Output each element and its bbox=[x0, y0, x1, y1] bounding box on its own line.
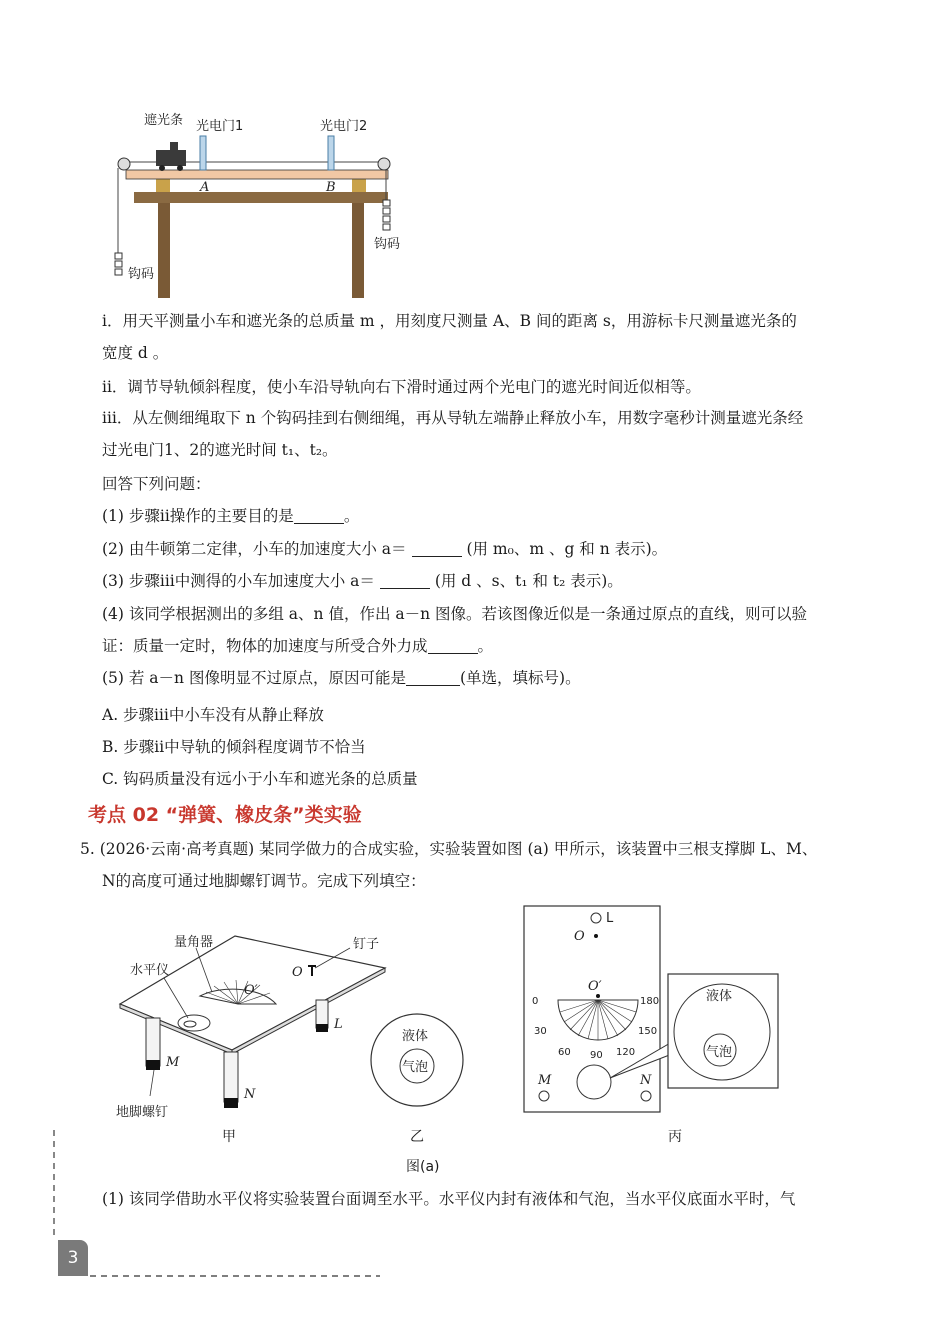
label-o-table: O bbox=[292, 965, 303, 980]
scale-150: 150 bbox=[638, 1026, 658, 1037]
question-2-text: (2) 由牛顿第二定律，小车的加速度大小 a＝ bbox=[102, 540, 407, 558]
question-4-line-a: (4) 该同学根据测出的多组 a、n 值，作出 a－n 图像。若该图像近似是一条通过原点的直线，则可以验 bbox=[102, 605, 808, 623]
label-screw: 地脚螺钉 bbox=[116, 1105, 169, 1120]
label-o-prime-bing: O′ bbox=[588, 979, 602, 994]
label-weight-left: 钩码 bbox=[128, 267, 155, 282]
figure-air-track bbox=[100, 108, 420, 303]
question-4-line-b bbox=[102, 635, 493, 657]
caption-yi: 乙 bbox=[410, 1129, 424, 1145]
label-m-table: M bbox=[166, 1055, 180, 1070]
label-nail: 钉子 bbox=[353, 937, 380, 952]
label-shade-bar: 遮光条 bbox=[144, 113, 184, 128]
scale-90: 90 bbox=[590, 1050, 603, 1061]
caption-figure-a: 图(a) bbox=[406, 1159, 440, 1175]
step-2: ⅱ．调节导轨倾斜程度，使小车沿导轨向右下滑时通过两个光电门的遮光时间近似相等。 bbox=[102, 378, 701, 396]
caption-bing: 丙 bbox=[668, 1129, 682, 1145]
label-m-bing: M bbox=[538, 1073, 552, 1088]
label-point-b: B bbox=[326, 180, 336, 195]
label-liquid-bing: 液体 bbox=[706, 989, 733, 1004]
label-o-prime-table: O′ bbox=[244, 983, 258, 998]
question-4-text: 证：质量一定时，物体的加速度与所受合外力成 bbox=[102, 637, 428, 655]
label-bubble-bing: 气泡 bbox=[706, 1045, 733, 1060]
label-n-table: N bbox=[244, 1087, 256, 1102]
answer-blank-5[interactable] bbox=[406, 669, 460, 686]
page-corner-dashes bbox=[50, 1130, 390, 1280]
step-3-line-a: ⅲ．从左侧细绳取下 n 个钩码挂到右侧细绳，再从导轨左端静止释放小车，用数字毫秒计测量遮光条经 bbox=[102, 409, 804, 427]
question-1 bbox=[102, 505, 359, 527]
figure-level-callout bbox=[664, 970, 784, 1094]
scale-0: 0 bbox=[532, 996, 539, 1007]
question-3-end: (用 d 、s、t₁ 和 t₂ 表示)。 bbox=[434, 572, 623, 590]
option-a: A. 步骤ⅲ中小车没有从静止释放 bbox=[102, 706, 324, 724]
step-1-line-b: 宽度 d 。 bbox=[102, 344, 169, 362]
label-liquid-yi: 液体 bbox=[402, 1029, 429, 1044]
answer-blank-1[interactable] bbox=[294, 507, 344, 524]
scale-60: 60 bbox=[558, 1047, 571, 1058]
question-3-text: (3) 步骤ⅲ中测得的小车加速度大小 a＝ bbox=[102, 572, 375, 590]
label-level: 水平仪 bbox=[130, 963, 170, 978]
label-l-bing: L bbox=[606, 911, 614, 926]
question-5-text: (5) 若 a－n 图像明显不过原点，原因可能是 bbox=[102, 669, 406, 687]
label-o-bing: O bbox=[574, 929, 585, 944]
label-point-a: A bbox=[200, 180, 210, 195]
label-l-table: L bbox=[334, 1017, 343, 1032]
question-2 bbox=[102, 538, 667, 560]
label-protractor: 量角器 bbox=[174, 935, 214, 950]
scale-180: 180 bbox=[640, 996, 660, 1007]
question-1-text: (1) 步骤ⅱ操作的主要目的是 bbox=[102, 507, 294, 525]
question-5-end: (单选，填标号)。 bbox=[459, 669, 581, 687]
answer-blank-3[interactable] bbox=[380, 572, 430, 589]
label-weight-right: 钩码 bbox=[374, 237, 401, 252]
option-c: C. 钩码质量没有远小于小车和遮光条的总质量 bbox=[102, 770, 418, 788]
caption-jia: 甲 bbox=[222, 1129, 236, 1145]
page-number: 3 bbox=[58, 1240, 88, 1276]
section-heading: 考点 02 “弹簧、橡皮条”类实验 bbox=[88, 804, 362, 826]
problem-5-line-2: N的高度可通过地脚螺钉调节。完成下列填空： bbox=[102, 872, 426, 890]
answer-blank-2[interactable] bbox=[412, 540, 462, 557]
step-3-line-b: 过光电门1、2的遮光时间 t₁、t₂。 bbox=[102, 441, 338, 459]
label-bubble-yi: 气泡 bbox=[402, 1060, 429, 1075]
question-1-end: 。 bbox=[343, 507, 360, 525]
answer-blank-4[interactable] bbox=[428, 637, 478, 654]
question-2-end: (用 m₀、m 、g 和 n 表示)。 bbox=[466, 540, 668, 558]
answer-prompt: 回答下列问题： bbox=[102, 475, 211, 493]
label-n-bing: N bbox=[640, 1073, 652, 1088]
problem-5-part-1: (1) 该同学借助水平仪将实验装置台面调至水平。水平仪内封有液体和气泡，当水平仪底面水平时，气 bbox=[102, 1190, 796, 1208]
option-b: B. 步骤ⅱ中导轨的倾斜程度调节不恰当 bbox=[102, 738, 366, 756]
label-gate-2: 光电门2 bbox=[320, 119, 368, 134]
scale-30: 30 bbox=[534, 1026, 547, 1037]
question-4-end: 。 bbox=[477, 637, 494, 655]
label-gate-1: 光电门1 bbox=[196, 119, 244, 134]
step-1-line-a: ⅰ．用天平测量小车和遮光条的总质量 m ，用刻度尺测量 A、B 间的距离 s，用游标卡尺测量遮光条的 bbox=[102, 312, 797, 330]
question-5 bbox=[102, 667, 581, 689]
question-3 bbox=[102, 570, 623, 592]
problem-5-line-1: 5. (2026·云南·高考真题) 某同学做力的合成实验，实验装置如图 (a) 甲所示，该装置中三根支撑脚 L、M、 bbox=[80, 840, 818, 858]
scale-120: 120 bbox=[616, 1047, 636, 1058]
